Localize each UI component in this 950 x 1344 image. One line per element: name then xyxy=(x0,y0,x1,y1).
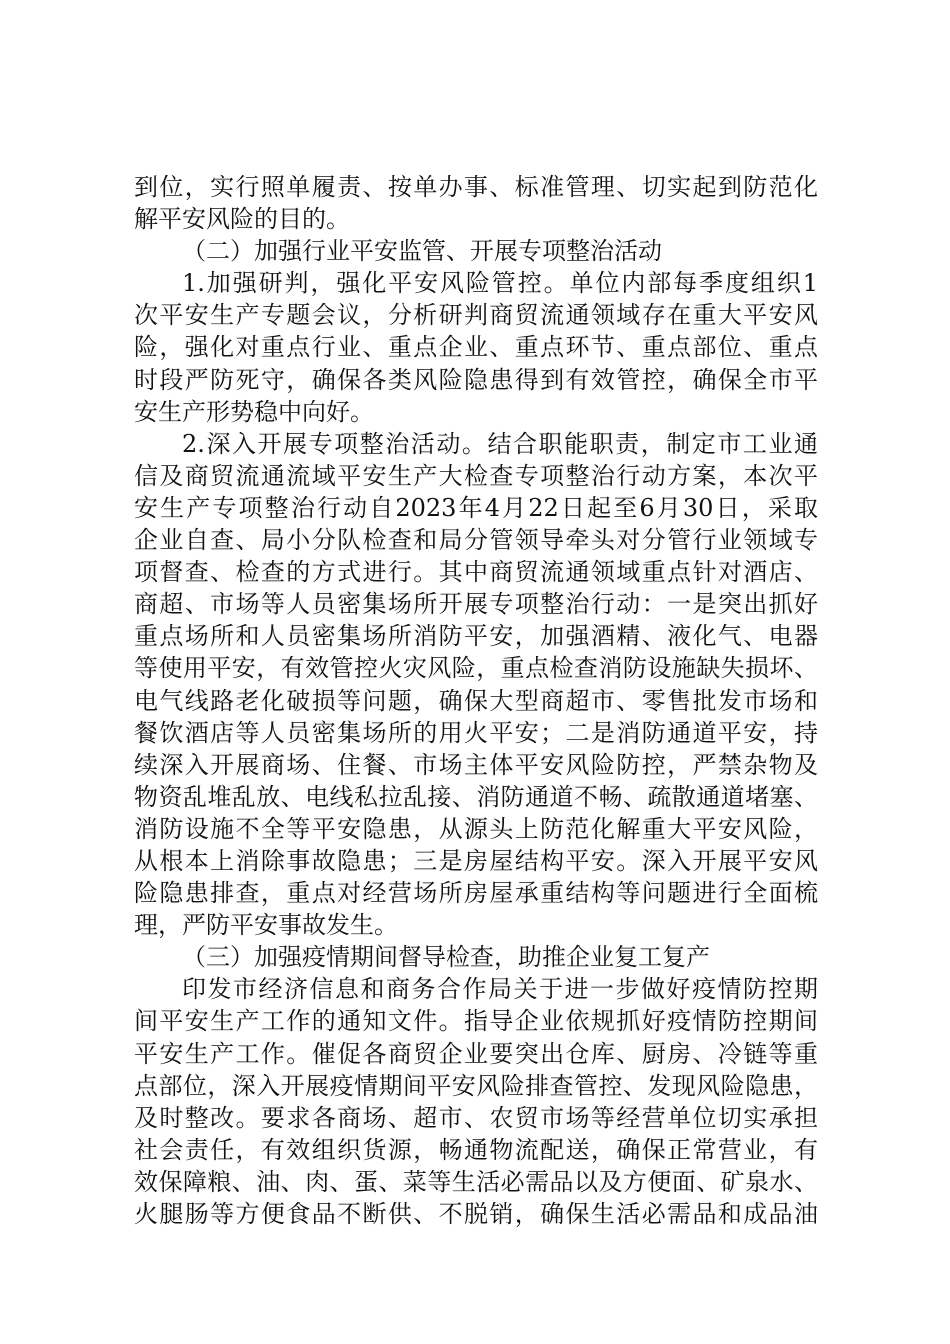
text-line: 平安生产工作。催促各商贸企业要突出仓库、厨房、冷链等重 xyxy=(134,1039,818,1068)
text-line: 时段严防死守，确保各类风险隐患得到有效管控，确保全市平 xyxy=(134,365,818,394)
text-line: 解平安风险的目的。 xyxy=(134,205,350,234)
text-line: 安生产专项整治行动自2023年4月22日起至6月30日，采取 xyxy=(134,493,818,522)
text-line: 餐饮酒店等人员密集场所的用火平安；二是消防通道平安，持 xyxy=(134,718,818,747)
text-line: 点部位，深入开展疫情期间平安风险排查管控、发现风险隐患， xyxy=(134,1071,818,1100)
text-line: 到位，实行照单履责、按单办事、标准管理、切实起到防范化 xyxy=(134,173,818,201)
text-line: 效保障粮、油、肉、蛋、菜等生活必需品以及方便面、矿泉水、 xyxy=(134,1167,818,1196)
text-line: 间平安生产工作的通知文件。指导企业依规抓好疫情防控期间 xyxy=(134,1007,818,1036)
text-line: 等使用平安，有效管控火灾风险，重点检查消防设施缺失损坏、 xyxy=(134,654,818,683)
text-line: 项督查、检查的方式进行。其中商贸流通领域重点针对酒店、 xyxy=(134,558,818,587)
text-line: 次平安生产专题会议，分析研判商贸流通领域存在重大平安风 xyxy=(134,301,818,330)
text-line: 1.加强研判，强化平安风险管控。单位内部每季度组织1 xyxy=(182,269,818,298)
text-line: 物资乱堆乱放、电线私拉乱接、消防通道不畅、疏散通道堵塞、 xyxy=(134,782,818,811)
section-heading: （二）加强行业平安监管、开展专项整治活动 xyxy=(182,237,662,266)
text-line: 消防设施不全等平安隐患，从源头上防范化解重大平安风险， xyxy=(134,814,818,843)
text-line: 社会责任，有效组织货源，畅通物流配送，确保正常营业，有 xyxy=(134,1135,818,1164)
text-line: 企业自查、局小分队检查和局分管领导牵头对分管行业领域专 xyxy=(134,526,818,555)
document-body xyxy=(134,171,818,1230)
text-line: 从根本上消除事故隐患；三是房屋结构平安。深入开展平安风 xyxy=(134,846,818,875)
text-line: 及时整改。要求各商场、超市、农贸市场等经营单位切实承担 xyxy=(134,1103,818,1132)
text-line: 理，严防平安事故发生。 xyxy=(134,911,398,940)
text-line: 火腿肠等方便食品不断供、不脱销，确保生活必需品和成品油 xyxy=(134,1200,818,1228)
text-line: 电气线路老化破损等问题，确保大型商超市、零售批发市场和 xyxy=(134,686,818,715)
text-line: 印发市经济信息和商务合作局关于进一步做好疫情防控期 xyxy=(182,975,818,1004)
text-line: 商超、市场等人员密集场所开展专项整治行动：一是突出抓好 xyxy=(134,590,818,619)
text-line: 续深入开展商场、住餐、市场主体平安风险防控，严禁杂物及 xyxy=(134,750,818,779)
text-line: 重点场所和人员密集场所消防平安，加强酒精、液化气、电器 xyxy=(134,622,818,651)
text-line: 2.深入开展专项整治活动。结合职能职责，制定市工业通 xyxy=(182,429,818,458)
text-line: 安生产形势稳中向好。 xyxy=(134,397,374,426)
section-heading: （三）加强疫情期间督导检查，助推企业复工复产 xyxy=(182,943,710,972)
text-line: 险，强化对重点行业、重点企业、重点环节、重点部位、重点 xyxy=(134,333,818,362)
text-line: 信及商贸流通流域平安生产大检查专项整治行动方案，本次平 xyxy=(134,461,818,490)
text-line: 险隐患排查，重点对经营场所房屋承重结构等问题进行全面梳 xyxy=(134,879,818,908)
